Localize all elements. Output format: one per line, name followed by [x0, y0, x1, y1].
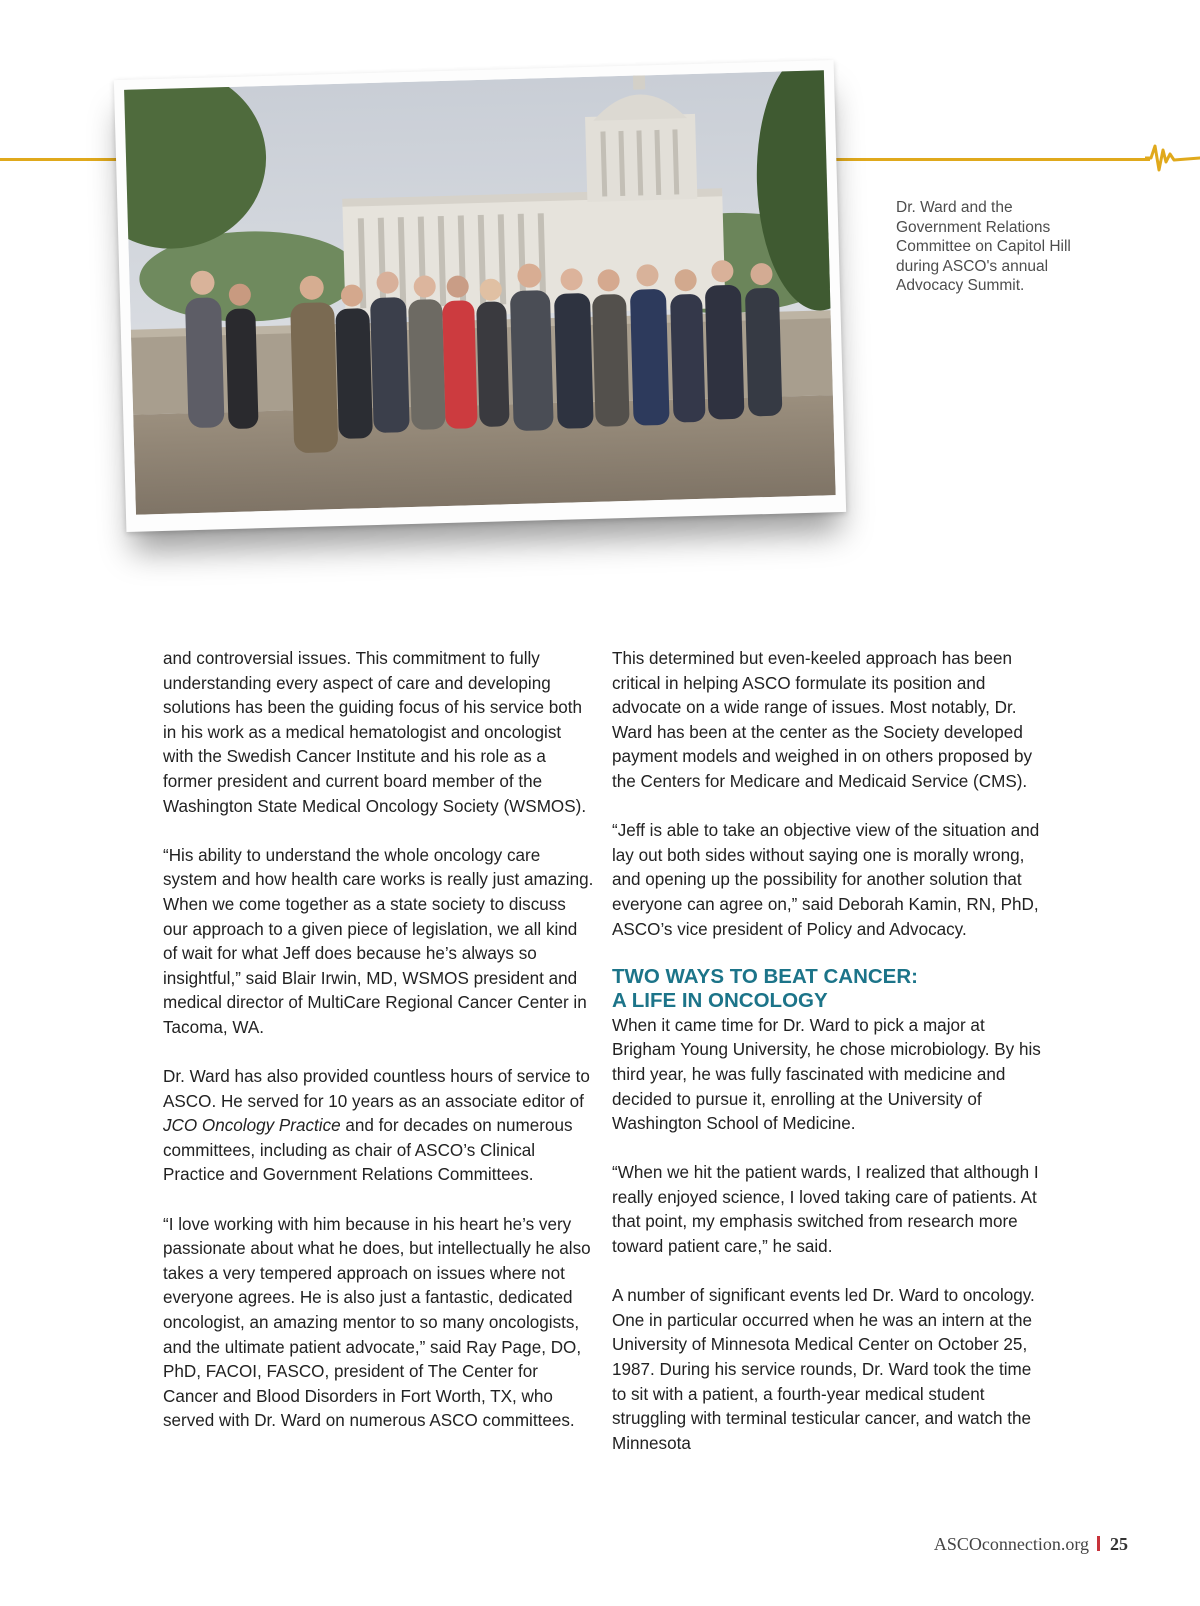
paragraph: “I love working with him because in his heart he’s very passionate about what he does, but intellectually he also takes a very tempered approach on issues where not everyone agrees. He is also just a fantastic, dedicated oncologist, an amazing mentor to so many oncologists, and the ultimate patient advocate,” said Ray Page, DO, PhD, FACOI, FASCO, president of The Center for Cancer and Blood Disorders in Fort Worth, TX, who served with Dr. Ward on numerous ASCO committees. [163, 1214, 591, 1431]
journal-title: JCO Oncology Practice [163, 1116, 341, 1136]
article-column-right [612, 647, 1044, 1481]
page-number: 25 [1110, 1534, 1128, 1554]
footer-site-link[interactable]: ASCOconnection.org [933, 1534, 1089, 1554]
article-column-left [163, 647, 595, 1459]
paragraph: “When we hit the patient wards, I realized that although I really enjoyed science, I loved taking care of patients. At that point, my emphasis switched from research more toward patient care,” he said. [612, 1163, 1039, 1257]
paragraph: and controversial issues. This commitment to fully understanding every aspect of care and developing solutions has been the guiding focus of his service both in his work as a medical hematologist and oncologist with the Swedish Cancer Institute and his role as a former president and current board member of the Washington State Medical Oncology Society (WSMOS). [163, 649, 587, 816]
footer-divider [1097, 1536, 1100, 1551]
paragraph: This determined but even-keeled approach has been critical in helping ASCO formulate its position and advocate on a wide range of issues. Most notably, Dr. Ward has been at the center as the Society developed payment models and weighed in on others proposed by the Centers for Medicare and Medicaid Service (CMS). [612, 649, 1033, 791]
decorative-rule-left [0, 158, 125, 161]
paragraph: “Jeff is able to take an objective view of the situation and lay out both sides without saying one is morally wrong, and opening up the possibility for another solution that everyone can agree on,” said Deborah Kamin, RN, PhD, ASCO’s vice president of Policy and Advocacy. [612, 821, 1040, 939]
paragraph: A number of significant events led Dr. Ward to oncology. One in particular occurred when he was an intern at the University of Minnesota Medical Center on October 25, 1987. During his service rounds, Dr. Ward took the time to sit with a patient, a fourth-year medical student struggling with terminal testicular cancer, and watch the Minnesota [612, 1286, 1035, 1453]
photo-image [124, 70, 836, 514]
decorative-rule-right [835, 158, 1150, 161]
paragraph: Dr. Ward has also provided countless hours of service to ASCO. He served for 10 years as an associate editor of JCO Oncology Practice and for decades on numerous committees, including as chair of ASCO’s Clinical Practice and Government Relations Committees. [163, 1067, 590, 1185]
section-heading: TWO WAYS TO BEAT CANCER: A LIFE IN ONCOLOGY [612, 964, 918, 1012]
page-footer [934, 1534, 1128, 1555]
heartbeat-icon [1145, 136, 1200, 178]
photo-caption: Dr. Ward and the Government Relations Committee on Capitol Hill during ASCO's annual Advocacy Summit. [896, 199, 1071, 295]
paragraph: “His ability to understand the whole oncology care system and how health care works is really just amazing. When we come together as a state society to discuss our approach to a given piece of legislation, we all kind of wait for what Jeff does because he’s always so insightful,” said Blair Irwin, MD, WSMOS president and medical director of MultiCare Regional Cancer Center in Tacoma, WA. [163, 845, 594, 1037]
capitol-group-photo [114, 60, 846, 532]
paragraph: When it came time for Dr. Ward to pick a major at Brigham Young University, he chose microbiology. By his third year, he was fully fascinated with medicine and decided to pursue it, enrolling at the University of Washington School of Medicine. [612, 1015, 1041, 1134]
